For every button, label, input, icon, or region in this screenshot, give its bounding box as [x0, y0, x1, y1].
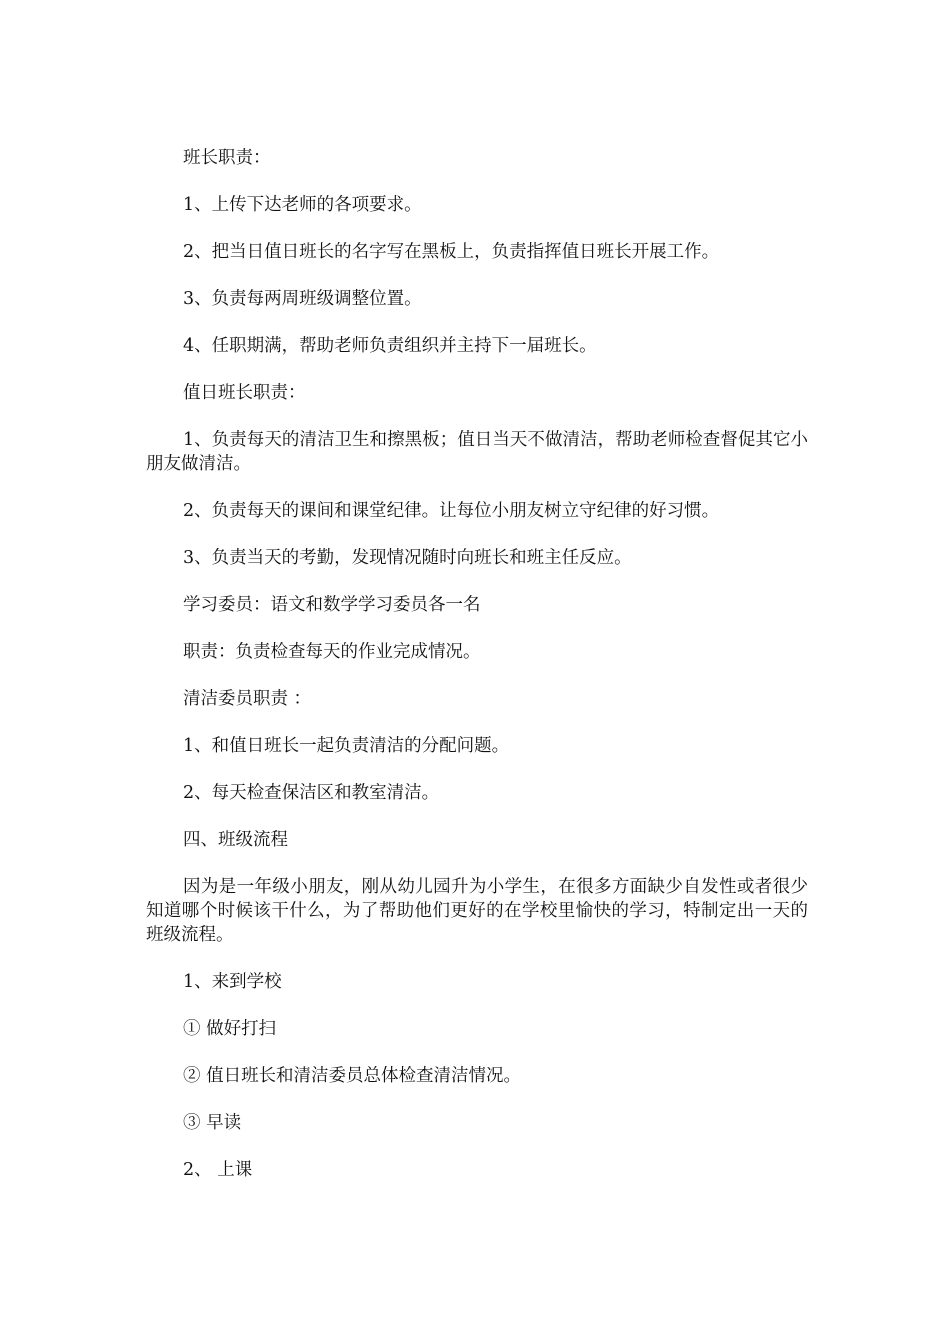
cleaning-duty-1: 1、和值日班长一起负责清洁的分配问题。 [183, 736, 510, 756]
heading-duty-monitor-duties: 值日班长职责： [183, 383, 306, 403]
process-substep-3: ③ 早读 [183, 1113, 242, 1133]
duty-monitor-duty-3: 3、负责当天的考勤，发现情况随时向班长和班主任反应。 [183, 548, 632, 568]
study-committee-duty: 职责：负责检查每天的作业完成情况。 [183, 642, 481, 662]
monitor-duty-2: 2、把当日值日班长的名字写在黑板上，负责指挥值日班长开展工作。 [183, 242, 720, 262]
duty-monitor-duty-2: 2、负责每天的课间和课堂纪律。让每位小朋友树立守纪律的好习惯。 [183, 501, 720, 521]
monitor-duty-4: 4、任职期满，帮助老师负责组织并主持下一届班长。 [183, 336, 597, 356]
process-step-1: 1、来到学校 [183, 972, 282, 992]
cleaning-duty-2: 2、每天检查保洁区和教室清洁。 [183, 783, 440, 803]
monitor-duty-3: 3、负责每两周班级调整位置。 [183, 289, 422, 309]
heading-study-committee: 学习委员：语文和数学学习委员各一名 [183, 595, 481, 615]
class-process-intro: 因为是一年级小朋友，刚从幼儿园升为小学生，在很多方面缺少自发性或者很少知道哪个时候该干什么，为了帮助他们更好的在学校里愉快的学习，特制定出一天的班级流程。 [146, 877, 808, 945]
process-substep-2: ② 值日班长和清洁委员总体检查清洁情况。 [183, 1066, 522, 1086]
heading-monitor-duties: 班长职责： [183, 148, 271, 168]
process-step-2: 2、 上课 [183, 1160, 253, 1180]
process-substep-1: ① 做好打扫 [183, 1019, 277, 1039]
duty-monitor-duty-1: 1、负责每天的清洁卫生和擦黑板；值日当天不做清洁，帮助老师检查督促其它小朋友做清洁。 [146, 430, 808, 474]
monitor-duty-1: 1、上传下达老师的各项要求。 [183, 195, 422, 215]
heading-cleaning-committee: 清洁委员职责 ： [183, 689, 312, 709]
heading-class-process: 四、班级流程 [183, 830, 288, 850]
document-page [146, 146, 808, 1205]
